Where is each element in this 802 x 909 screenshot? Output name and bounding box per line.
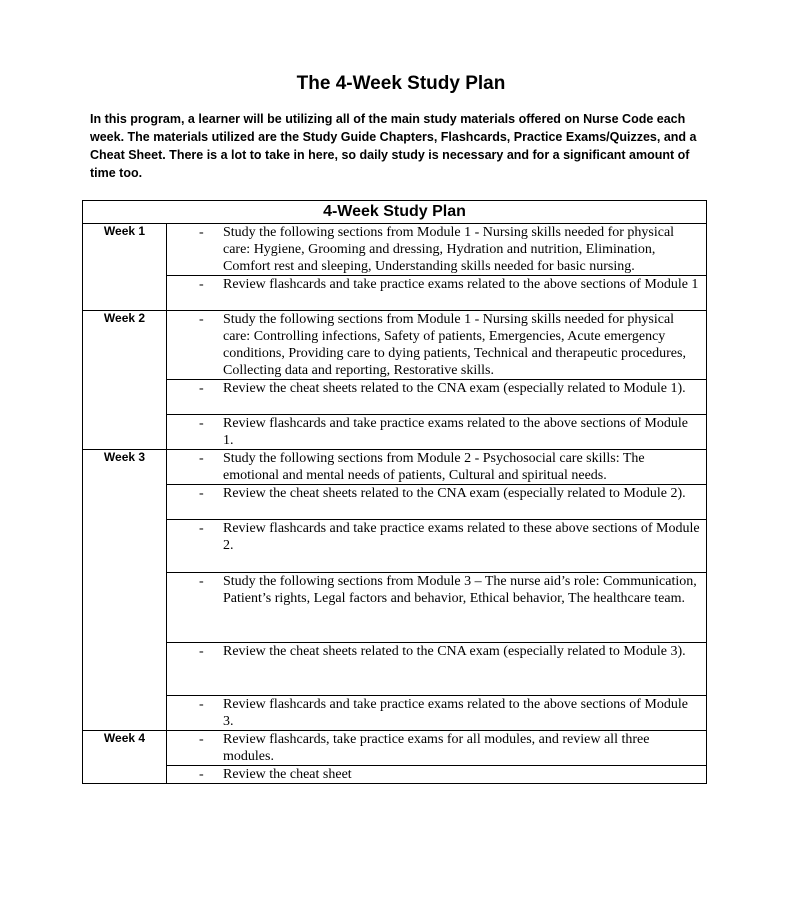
task-text: Review the cheat sheet — [223, 767, 352, 782]
table-row — [83, 643, 707, 696]
task-text: Review the cheat sheets related to the CNA exam (especially related to Module 2). — [223, 486, 686, 501]
task-cell — [167, 766, 707, 784]
task-cell — [167, 450, 707, 485]
table-row — [83, 450, 707, 485]
task-text: Review the cheat sheets related to the CNA exam (especially related to Module 3). — [223, 644, 686, 659]
task-cell — [167, 573, 707, 643]
table-row — [83, 380, 707, 415]
task-cell — [167, 643, 707, 696]
task-text: Study the following sections from Module 3 – The nurse aid’s role: Communication, Patient’s rights, Legal factors and behavior, Ethical behavior, The healthcare team. — [223, 574, 697, 606]
table-row — [83, 520, 707, 573]
table-row — [83, 224, 707, 276]
task-text: Study the following sections from Module 1 - Nursing skills needed for physical care: Hygiene, Grooming and dressing, Hydration and nutrition, Elimination, Comfort rest and sleeping, Understanding skills needed for basic nursing. — [223, 225, 675, 274]
task-text: Study the following sections from Module 1 - Nursing skills needed for physical care: Controlling infections, Safety of patients, Emergencies, Acute emergency conditions, Providing care to dying patients, Technical and therapeutic procedures, Collecting data and reporting, Restorative skills. — [223, 312, 686, 378]
week-label-3: Week 3 — [83, 450, 167, 731]
task-text: Review flashcards and take practice exams related to the above sections of Module 1 — [223, 277, 699, 292]
bullet-marker: - — [199, 644, 204, 659]
week-label-2: Week 2 — [83, 311, 167, 450]
table-row — [83, 731, 707, 766]
task-cell — [167, 311, 707, 380]
table-row — [83, 766, 707, 784]
bullet-marker: - — [199, 277, 204, 292]
task-text: Review flashcards and take practice exams related to the above sections of Module 3. — [223, 697, 688, 729]
bullet-marker: - — [199, 697, 204, 712]
bullet-marker: - — [199, 521, 204, 536]
bullet-marker: - — [199, 486, 204, 501]
bullet-marker: - — [199, 225, 204, 240]
task-cell — [167, 415, 707, 450]
table-row — [83, 696, 707, 731]
bullet-marker: - — [199, 416, 204, 431]
page-title: The 4-Week Study Plan — [296, 73, 506, 94]
table-row — [83, 276, 707, 311]
task-cell — [167, 731, 707, 766]
bullet-marker: - — [199, 312, 204, 327]
bullet-marker: - — [199, 767, 204, 782]
task-cell — [167, 485, 707, 520]
task-text: Review flashcards and take practice exams related to these above sections of Module 2. — [223, 521, 700, 553]
table-row — [83, 485, 707, 520]
task-text: Review flashcards and take practice exams related to the above sections of Module 1. — [223, 416, 688, 448]
week-label-4: Week 4 — [83, 731, 167, 784]
table-header: 4-Week Study Plan — [83, 201, 707, 224]
table-header-row — [83, 201, 707, 224]
bullet-marker: - — [199, 381, 204, 396]
task-cell — [167, 224, 707, 276]
intro-paragraph: In this program, a learner will be utilizing all of the main study materials offered on Nurse Code each week. The materials utilized are the Study Guide Chapters, Flashcards, Practice Exams/Quizzes, and a Cheat Sheet. There is a lot to take in here, so daily study is necessary and for a significant amount of time too. — [90, 112, 697, 180]
task-text: Review the cheat sheets related to the CNA exam (especially related to Module 1). — [223, 381, 686, 396]
table-row — [83, 573, 707, 643]
task-cell — [167, 380, 707, 415]
task-text: Review flashcards, take practice exams for all modules, and review all three modules. — [223, 732, 650, 764]
table-row — [83, 415, 707, 450]
task-cell — [167, 520, 707, 573]
bullet-marker: - — [199, 732, 204, 747]
task-text: Study the following sections from Module 2 - Psychosocial care skills: The emotional and mental needs of patients, Cultural and spiritual needs. — [223, 451, 645, 483]
task-cell — [167, 696, 707, 731]
bullet-marker: - — [199, 574, 204, 589]
bullet-marker: - — [199, 451, 204, 466]
task-cell — [167, 276, 707, 311]
table-row — [83, 311, 707, 380]
week-label-1: Week 1 — [83, 224, 167, 311]
study-plan-table — [82, 200, 707, 784]
